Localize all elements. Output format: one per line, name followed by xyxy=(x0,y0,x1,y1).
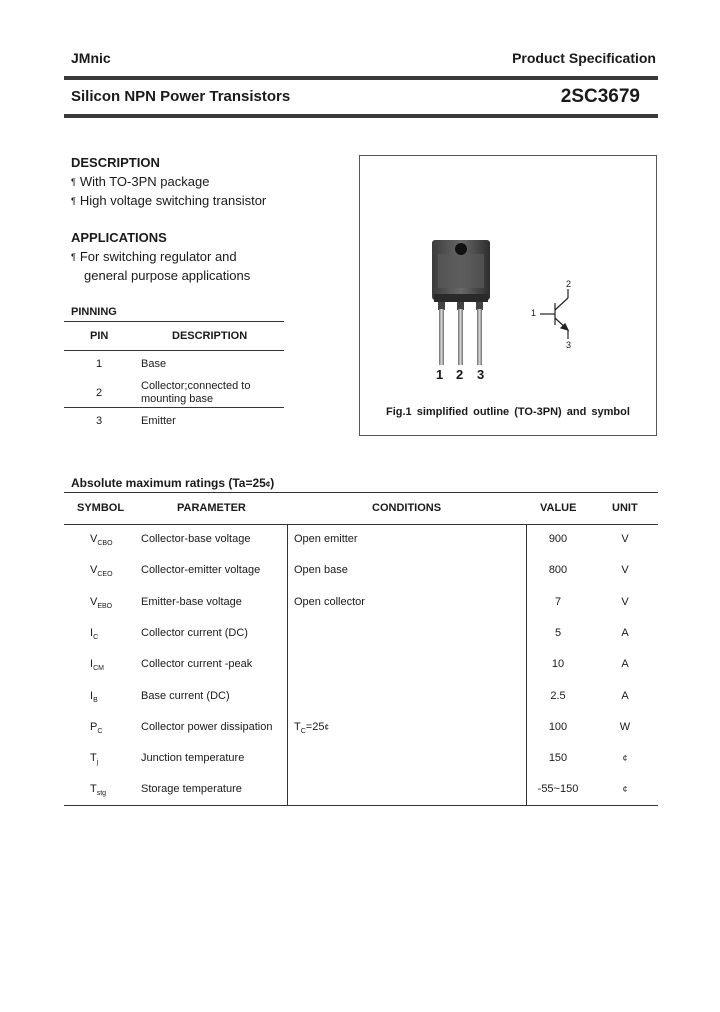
bullet-mark: ¶ xyxy=(71,196,76,206)
rating-symbol-main: V xyxy=(90,596,98,608)
rating-symbol-sub: CM xyxy=(93,665,104,673)
rating-unit: A xyxy=(621,658,629,670)
rating-unit: V xyxy=(621,533,629,545)
rating-parameter: Collector-emitter voltage xyxy=(141,564,261,576)
rating-condition-text: Open base xyxy=(294,564,348,576)
description-text: With TO-3PN package xyxy=(79,174,210,189)
company-name: JMnic xyxy=(71,50,111,66)
rating-parameter: Emitter-base voltage xyxy=(141,596,242,608)
rating-symbol-sub: C xyxy=(93,634,99,642)
application-item xyxy=(71,249,237,264)
bullet-mark: ¶ xyxy=(71,252,76,262)
lead-2 xyxy=(458,309,463,365)
description-item xyxy=(71,174,209,189)
rating-symbol xyxy=(90,658,104,672)
rating-symbol-main: V xyxy=(90,533,98,545)
rating-value: 5 xyxy=(554,627,562,639)
rating-value: 2.5 xyxy=(550,690,566,702)
description-item xyxy=(71,193,266,208)
rating-unit: W xyxy=(619,721,631,733)
rating-symbol-main: I xyxy=(90,627,94,639)
degree-mark: ¢ xyxy=(265,480,271,489)
mounting-hole xyxy=(455,243,467,255)
rating-value: 800 xyxy=(548,564,568,576)
rating-symbol xyxy=(90,596,112,610)
rating-symbol xyxy=(90,627,98,641)
ratings-rule-header xyxy=(64,524,658,525)
ratings-heading-text: Absolute maximum ratings (Ta=25 xyxy=(71,476,266,490)
rating-symbol-sub: EBO xyxy=(97,603,113,611)
rating-symbol xyxy=(90,564,113,578)
rating-value: 100 xyxy=(548,721,568,733)
figure-pin-label: 2 xyxy=(456,367,464,382)
rating-symbol-sub: B xyxy=(93,697,98,705)
pin-description: Base xyxy=(141,358,167,370)
ratings-heading xyxy=(71,476,274,490)
rating-condition xyxy=(294,533,358,545)
rating-condition xyxy=(294,721,329,735)
part-number: 2SC3679 xyxy=(560,86,640,107)
product-title: Silicon NPN Power Transistors xyxy=(71,88,291,105)
application-item: general purpose applications xyxy=(84,268,251,283)
rating-value: 150 xyxy=(548,752,568,764)
lead-1 xyxy=(439,309,444,365)
pinning-rule-header xyxy=(64,350,284,351)
rating-condition-tail: =25 xyxy=(305,721,325,733)
pinning-col-pin: PIN xyxy=(90,330,109,342)
rating-symbol-main: I xyxy=(90,690,94,702)
header-rule xyxy=(64,76,658,80)
rating-parameter: Storage temperature xyxy=(141,783,242,795)
rating-unit: ¢ xyxy=(622,785,628,794)
pin-number: 1 xyxy=(96,358,103,370)
symbol-label-base: 1 xyxy=(531,308,537,318)
rating-condition-text: Open emitter xyxy=(294,533,358,545)
rating-symbol-main: I xyxy=(90,658,94,670)
rating-parameter: Collector power dissipation xyxy=(141,721,273,733)
rating-parameter: Base current (DC) xyxy=(141,690,230,702)
rating-symbol-main: T xyxy=(90,783,97,795)
pin-number: 3 xyxy=(96,415,103,427)
pin-description: Emitter xyxy=(141,415,176,427)
rating-symbol-main: P xyxy=(90,721,98,733)
figure-pin-label: 3 xyxy=(477,367,485,382)
rating-parameter: Junction temperature xyxy=(141,752,245,764)
symbol-label-collector: 2 xyxy=(566,279,572,289)
ratings-col-divider xyxy=(287,524,288,805)
ratings-heading-close: ) xyxy=(270,476,275,490)
bullet-mark: ¶ xyxy=(71,177,76,187)
ratings-rule-bottom xyxy=(64,805,658,806)
rating-parameter: Collector current -peak xyxy=(141,658,253,670)
applications-heading: APPLICATIONS xyxy=(71,230,167,245)
figure-pin-label: 1 xyxy=(436,367,444,382)
ratings-col-value: VALUE xyxy=(540,502,577,514)
application-text: For switching regulator and xyxy=(79,249,237,264)
rating-parameter: Collector current (DC) xyxy=(141,627,248,639)
rating-condition xyxy=(294,564,348,576)
rating-unit: ¢ xyxy=(622,754,628,763)
rating-symbol xyxy=(90,533,113,547)
pinning-col-description: DESCRIPTION xyxy=(172,330,248,342)
to3pn-package-drawing xyxy=(360,156,656,435)
rating-value: 7 xyxy=(554,596,562,608)
rating-symbol xyxy=(90,752,98,766)
description-heading: DESCRIPTION xyxy=(71,155,160,170)
rating-symbol-sub: C xyxy=(97,728,103,736)
pinning-heading: PINNING xyxy=(71,306,117,318)
rating-value: 10 xyxy=(551,658,565,670)
rating-symbol xyxy=(90,721,102,735)
lead-3 xyxy=(477,309,482,365)
ratings-rule-top xyxy=(64,492,658,493)
rating-value: -55~150 xyxy=(537,783,579,795)
ratings-col-unit: UNIT xyxy=(612,502,638,514)
rating-unit: A xyxy=(621,627,629,639)
pin-description-line2: mounting base xyxy=(141,393,214,405)
rating-symbol-main: T xyxy=(90,752,97,764)
symbol-label-emitter: 3 xyxy=(566,340,572,350)
rating-symbol xyxy=(90,690,98,704)
rating-symbol-sub: stg xyxy=(96,790,107,798)
rating-symbol xyxy=(90,783,106,797)
rating-symbol-sub: j xyxy=(96,759,99,767)
ratings-col-parameter: PARAMETER xyxy=(177,502,246,514)
pinning-rule-top xyxy=(64,321,284,322)
degree-mark: ¢ xyxy=(324,723,329,732)
ratings-col-conditions: CONDITIONS xyxy=(372,502,442,514)
npn-transistor-symbol xyxy=(540,289,568,339)
rating-symbol-main: V xyxy=(90,564,98,576)
rating-condition xyxy=(294,596,365,608)
pin-number: 2 xyxy=(96,387,103,399)
ratings-col-symbol: SYMBOL xyxy=(77,502,125,514)
document-type: Product Specification xyxy=(512,50,656,66)
title-rule xyxy=(64,114,658,118)
rating-unit: V xyxy=(621,596,629,608)
rating-value: 900 xyxy=(548,533,568,545)
rating-symbol-sub: CBO xyxy=(97,540,113,548)
rating-symbol-sub: CEO xyxy=(97,571,113,579)
rating-condition-text: Open collector xyxy=(294,596,365,608)
rating-condition-sub: C xyxy=(300,728,306,736)
rating-parameter: Collector-base voltage xyxy=(141,533,251,545)
description-text: High voltage switching transistor xyxy=(79,193,267,208)
pinning-rule-row xyxy=(64,407,284,408)
pin-description: Collector;connected to xyxy=(141,380,251,392)
figure-caption: Fig.1 simplified outline (TO-3PN) and symbol xyxy=(386,406,630,418)
rating-condition-text: T xyxy=(294,721,301,733)
rating-unit: A xyxy=(621,690,629,702)
rating-unit: V xyxy=(621,564,629,576)
